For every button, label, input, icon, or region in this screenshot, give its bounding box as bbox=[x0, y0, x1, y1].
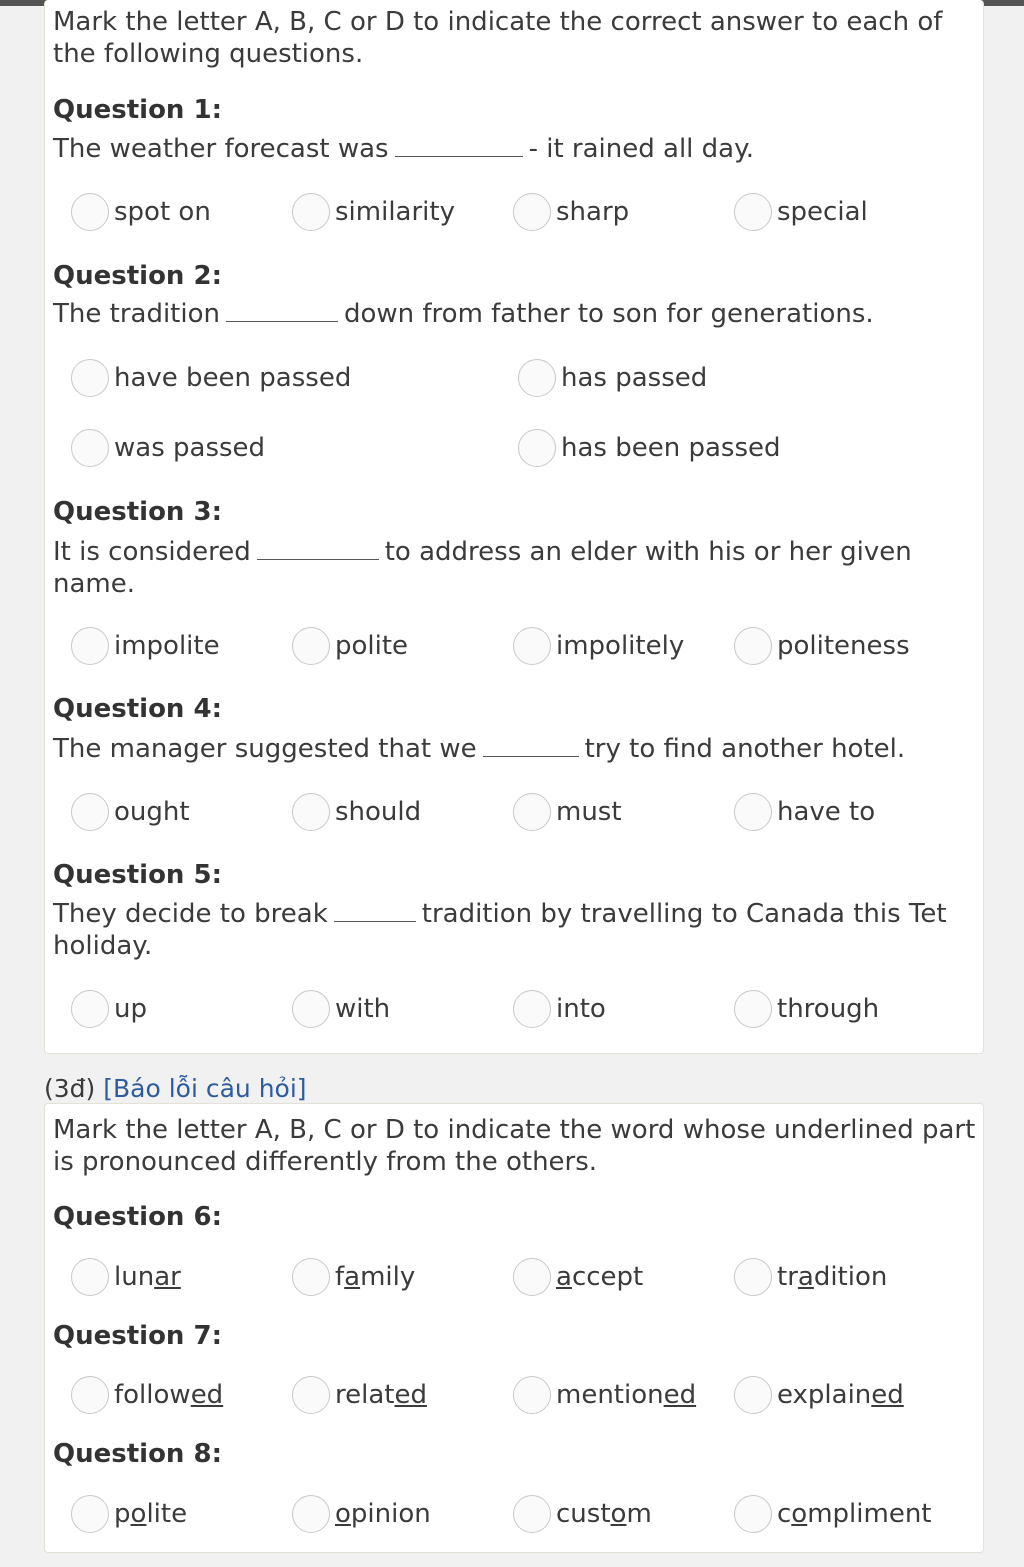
radio-button[interactable] bbox=[71, 1376, 109, 1414]
radio-button[interactable] bbox=[71, 793, 109, 831]
radio-button[interactable] bbox=[513, 793, 551, 831]
question-8-title: Question 8: bbox=[53, 1439, 222, 1469]
radio-button[interactable] bbox=[734, 1258, 772, 1296]
question-7-option-a[interactable]: followed bbox=[71, 1375, 223, 1415]
question-8-option-b[interactable]: opinion bbox=[292, 1494, 431, 1534]
radio-button[interactable] bbox=[71, 1258, 109, 1296]
answer-blank bbox=[226, 299, 338, 322]
radio-button[interactable] bbox=[292, 793, 330, 831]
radio-button[interactable] bbox=[292, 193, 330, 231]
question-2-stem: The tradition down from father to son for generations. bbox=[53, 299, 874, 329]
radio-button[interactable] bbox=[734, 793, 772, 831]
radio-button[interactable] bbox=[513, 1376, 551, 1414]
question-4-option-d[interactable]: have to bbox=[734, 792, 875, 832]
instruction-text: Mark the letter A, B, C or D to indicate the word whose underlined part is pronounced differently from the others. bbox=[53, 1115, 976, 1177]
question-1-stem: The weather forecast was - it rained all day. bbox=[53, 134, 755, 164]
question-3-option-a[interactable]: impolite bbox=[71, 626, 220, 666]
question-7-option-b[interactable]: related bbox=[292, 1375, 427, 1415]
question-5-option-d[interactable]: through bbox=[734, 989, 879, 1029]
radio-button[interactable] bbox=[292, 1258, 330, 1296]
answer-blank bbox=[257, 537, 379, 560]
question-5-option-c[interactable]: into bbox=[513, 989, 606, 1029]
question-5-stem: They decide to break tradition by travelling to Canada this Tet holiday. bbox=[53, 899, 947, 961]
question-5-option-a[interactable]: up bbox=[71, 989, 147, 1029]
radio-button[interactable] bbox=[734, 1376, 772, 1414]
question-5-title: Question 5: bbox=[53, 860, 222, 890]
question-card-2 bbox=[44, 1103, 984, 1553]
question-3-option-c[interactable]: impolitely bbox=[513, 626, 684, 666]
radio-button[interactable] bbox=[71, 627, 109, 665]
question-8-option-a[interactable]: polite bbox=[71, 1494, 187, 1534]
radio-button[interactable] bbox=[513, 627, 551, 665]
radio-button[interactable] bbox=[71, 193, 109, 231]
question-7-option-d[interactable]: explained bbox=[734, 1375, 904, 1415]
radio-button[interactable] bbox=[518, 359, 556, 397]
radio-button[interactable] bbox=[513, 193, 551, 231]
answer-blank bbox=[395, 134, 523, 157]
question-2-option-d[interactable]: has been passed bbox=[518, 428, 781, 468]
radio-button[interactable] bbox=[71, 359, 109, 397]
radio-button[interactable] bbox=[518, 429, 556, 467]
question-5-option-b[interactable]: with bbox=[292, 989, 390, 1029]
question-6-title: Question 6: bbox=[53, 1202, 222, 1232]
question-8-option-d[interactable]: compliment bbox=[734, 1494, 932, 1534]
score-and-report bbox=[44, 1073, 307, 1105]
question-1-option-d[interactable]: special bbox=[734, 192, 868, 232]
radio-button[interactable] bbox=[513, 990, 551, 1028]
score-label: (3đ) bbox=[44, 1074, 96, 1103]
question-4-option-b[interactable]: should bbox=[292, 792, 421, 832]
radio-button[interactable] bbox=[734, 193, 772, 231]
radio-button[interactable] bbox=[71, 1495, 109, 1533]
question-8-option-c[interactable]: custom bbox=[513, 1494, 652, 1534]
question-3-stem: It is considered to address an elder with his or her given name. bbox=[53, 537, 912, 599]
radio-button[interactable] bbox=[292, 990, 330, 1028]
question-1-option-a[interactable]: spot on bbox=[71, 192, 211, 232]
question-2-option-a[interactable]: have been passed bbox=[71, 358, 351, 398]
question-6-option-b[interactable]: family bbox=[292, 1257, 415, 1297]
radio-button[interactable] bbox=[71, 429, 109, 467]
instruction-text: Mark the letter A, B, C or D to indicate the correct answer to each of the following questions. bbox=[53, 7, 943, 69]
question-1-title: Question 1: bbox=[53, 95, 222, 125]
question-3-option-b[interactable]: polite bbox=[292, 626, 408, 666]
radio-button[interactable] bbox=[71, 990, 109, 1028]
question-1-option-b[interactable]: similarity bbox=[292, 192, 455, 232]
radio-button[interactable] bbox=[292, 1376, 330, 1414]
question-7-title: Question 7: bbox=[53, 1321, 222, 1351]
question-4-stem: The manager suggested that we try to find another hotel. bbox=[53, 734, 906, 764]
question-4-option-a[interactable]: ought bbox=[71, 792, 190, 832]
radio-button[interactable] bbox=[734, 627, 772, 665]
answer-blank bbox=[334, 899, 416, 922]
question-6-option-c[interactable]: accept bbox=[513, 1257, 643, 1297]
question-2-option-c[interactable]: was passed bbox=[71, 428, 265, 468]
radio-button[interactable] bbox=[292, 1495, 330, 1533]
report-error-link[interactable]: [Báo lỗi câu hỏi] bbox=[103, 1074, 307, 1103]
question-3-option-d[interactable]: politeness bbox=[734, 626, 910, 666]
radio-button[interactable] bbox=[734, 1495, 772, 1533]
radio-button[interactable] bbox=[513, 1258, 551, 1296]
question-7-option-c[interactable]: mentioned bbox=[513, 1375, 696, 1415]
radio-button[interactable] bbox=[513, 1495, 551, 1533]
question-1-option-c[interactable]: sharp bbox=[513, 192, 629, 232]
question-3-title: Question 3: bbox=[53, 497, 222, 527]
question-2-title: Question 2: bbox=[53, 261, 222, 291]
question-card-1 bbox=[44, 0, 984, 1054]
question-4-title: Question 4: bbox=[53, 694, 222, 724]
answer-blank bbox=[483, 734, 579, 757]
radio-button[interactable] bbox=[292, 627, 330, 665]
question-6-option-d[interactable]: tradition bbox=[734, 1257, 887, 1297]
question-6-option-a[interactable]: lunar bbox=[71, 1257, 181, 1297]
question-2-option-b[interactable]: has passed bbox=[518, 358, 707, 398]
radio-button[interactable] bbox=[734, 990, 772, 1028]
question-4-option-c[interactable]: must bbox=[513, 792, 622, 832]
